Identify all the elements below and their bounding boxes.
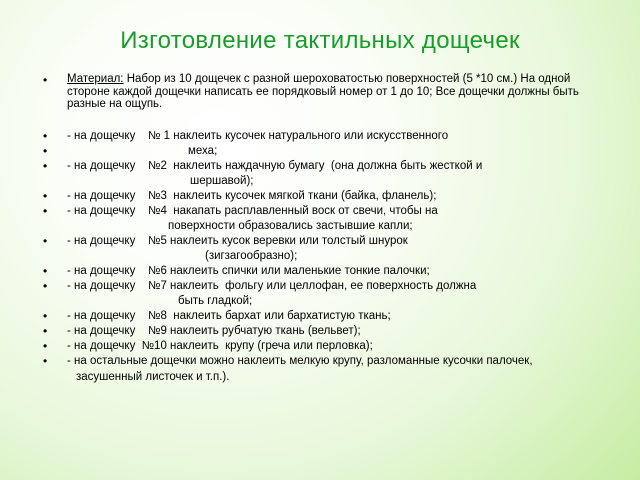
list-item-rest-cont: засушенный листочек и т.п.). bbox=[76, 371, 230, 383]
bullet: • bbox=[43, 159, 48, 173]
list-item-text: - на дощечку №6 наклеить спички или маленькие тонкие палочки; bbox=[67, 265, 430, 277]
bullet: • bbox=[43, 73, 48, 87]
material-label: Материал: bbox=[67, 73, 124, 85]
bullet: • bbox=[43, 189, 48, 203]
bullet: • bbox=[43, 129, 48, 143]
list-item-4-cont: поверхности образовались застывшие капли; bbox=[168, 220, 413, 232]
bullet: • bbox=[43, 264, 48, 278]
list-item-text: - на дощечку №3 наклеить кусочек мягкой ткани (байка, фланель); bbox=[67, 190, 437, 202]
bullet: • bbox=[43, 234, 48, 248]
list-item-text: - на дощечку №8 наклеить бархат или бархатистую ткань; bbox=[67, 310, 391, 322]
list-item-5-cont: (зигзагообразно); bbox=[205, 250, 298, 262]
bullet: • bbox=[43, 354, 48, 368]
bullet: • bbox=[43, 324, 48, 338]
bullet: • bbox=[43, 339, 48, 353]
list-item-text: - на остальные дощечки можно наклеить мелкую крупу, разломанные кусочки палочек, bbox=[67, 355, 533, 367]
slide-title: Изготовление тактильных дощечек bbox=[120, 27, 520, 54]
intro-paragraph bbox=[43, 73, 603, 111]
list-item-2-cont: шершавой); bbox=[190, 175, 254, 187]
list-item-text: - на дощечку № 1 наклеить кусочек натурального или искусственного bbox=[67, 130, 449, 142]
list-item-text: - на дощечку №7 наклеить фольгу или целлофан, ее поверхность должна bbox=[67, 280, 477, 292]
list-item-text: - на дощечку №2 наклеить наждачную бумагу (она должна быть жесткой и bbox=[67, 160, 483, 172]
list-item-text: - на дощечку №5 наклеить кусок веревки или толстый шнурок bbox=[67, 235, 408, 247]
material-description: Набор из 10 дощечек с разной шероховатостью поверхностей (5 *10 см.) На одной стороне каждой дощечки написать ее порядковый номер от 1 до 10; Все дощечки должны быть разные на ощупь. bbox=[67, 73, 579, 110]
list-item-text: - на дощечку №9 наклеить рубчатую ткань (вельвет); bbox=[67, 325, 361, 337]
list-item-7-cont: быть гладкой; bbox=[178, 295, 253, 307]
bullet: • bbox=[43, 279, 48, 293]
list-item-text: меха; bbox=[188, 145, 218, 157]
list-item-text: - на дощечку №4 накапать расплавленный воск от свечи, чтобы на bbox=[67, 205, 438, 217]
list-item-text: - на дощечку №10 наклеить крупу (греча или перловка); bbox=[67, 340, 373, 352]
bullet: • bbox=[43, 144, 48, 158]
bullet: • bbox=[43, 204, 48, 218]
intro-text bbox=[67, 73, 603, 111]
bullet: • bbox=[43, 309, 48, 323]
